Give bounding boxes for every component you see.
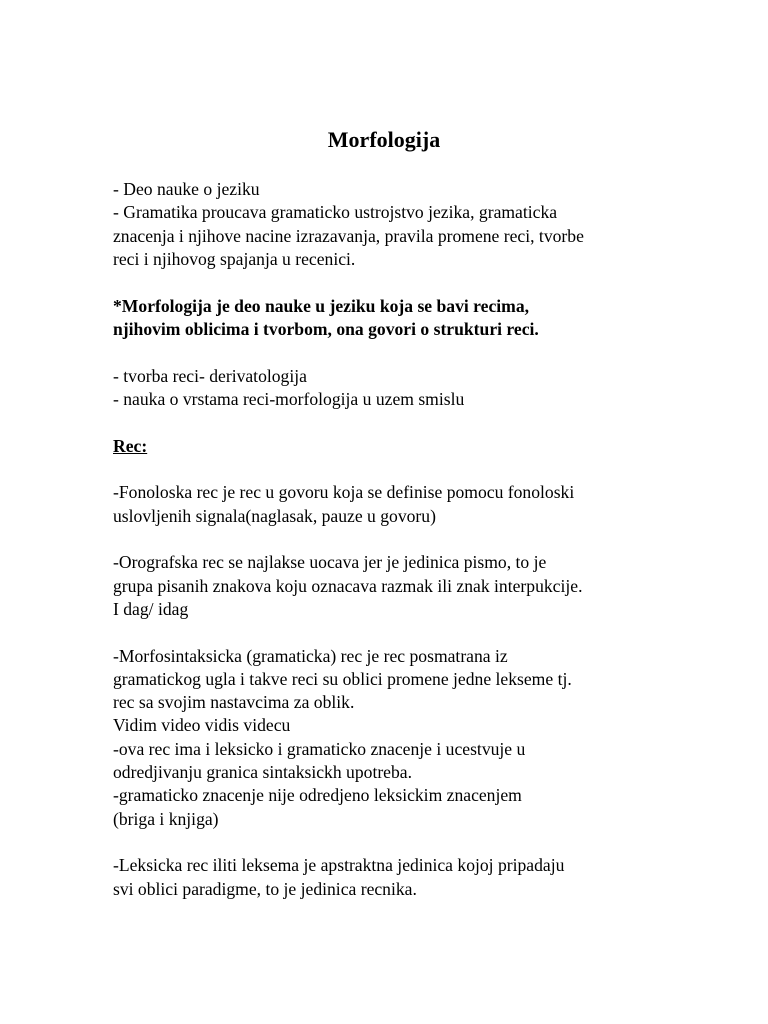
line-11: uslovljenih signala(naglasak, pauze u govoru)	[113, 505, 436, 526]
document-title: Morfologija	[327, 127, 441, 152]
line-17: rec sa svojim nastavcima za oblik.	[113, 692, 355, 713]
line-24: svi oblici paradigme, to je jedinica recnika.	[113, 878, 417, 899]
line-4: reci i njihovog spajanja u recenici.	[113, 248, 356, 269]
definition-line-2: njihovim oblicima i tvorbom, ona govori o strukturi reci.	[113, 318, 539, 339]
line-22: (briga i knjiga)	[113, 808, 219, 829]
line-13: grupa pisanih znakova koju oznacava razmak ili znak interpukcije.	[113, 575, 583, 596]
line-2: - Gramatika proucava gramaticko ustrojstvo jezika, gramaticka	[113, 202, 558, 223]
line-23: -Leksicka rec iliti leksema je apstraktna jedinica kojoj pripadaju	[113, 855, 565, 876]
line-1: - Deo nauke o jeziku	[113, 179, 260, 199]
line-3: znacenja i njihove nacine izrazavanja, pravila promene reci, tvorbe	[113, 225, 584, 246]
line-21: -gramaticko znacenje nije odredjeno leksickim znacenjem	[113, 785, 522, 806]
section-heading-rec: Rec:	[113, 435, 148, 456]
line-10: -Fonoloska rec je rec u govoru koja se definise pomocu fonoloski	[113, 482, 575, 503]
line-12: -Orografska rec se najlakse uocava jer je jedinica pismo, to je	[113, 552, 547, 573]
line-8: - nauka o vrstama reci-morfologija u uzem smislu	[113, 388, 465, 409]
line-18: Vidim video vidis videcu	[113, 715, 291, 736]
definition-line-1: *Morfologija je deo nauke u jeziku koja se bavi recima,	[113, 295, 530, 316]
line-15: -Morfosintaksicka (gramaticka) rec je rec posmatrana iz	[113, 645, 508, 666]
line-16: gramatickog ugla i takve reci su oblici promene jedne lekseme tj.	[113, 668, 572, 689]
document-body	[113, 178, 673, 901]
line-7: - tvorba reci- derivatologija	[113, 365, 307, 386]
line-14: I dag/ idag	[113, 598, 189, 619]
line-20: odredjivanju granica sintaksickh upotreba.	[113, 761, 412, 782]
line-19: -ova rec ima i leksicko i gramaticko znacenje i ucestvuje u	[113, 738, 526, 759]
